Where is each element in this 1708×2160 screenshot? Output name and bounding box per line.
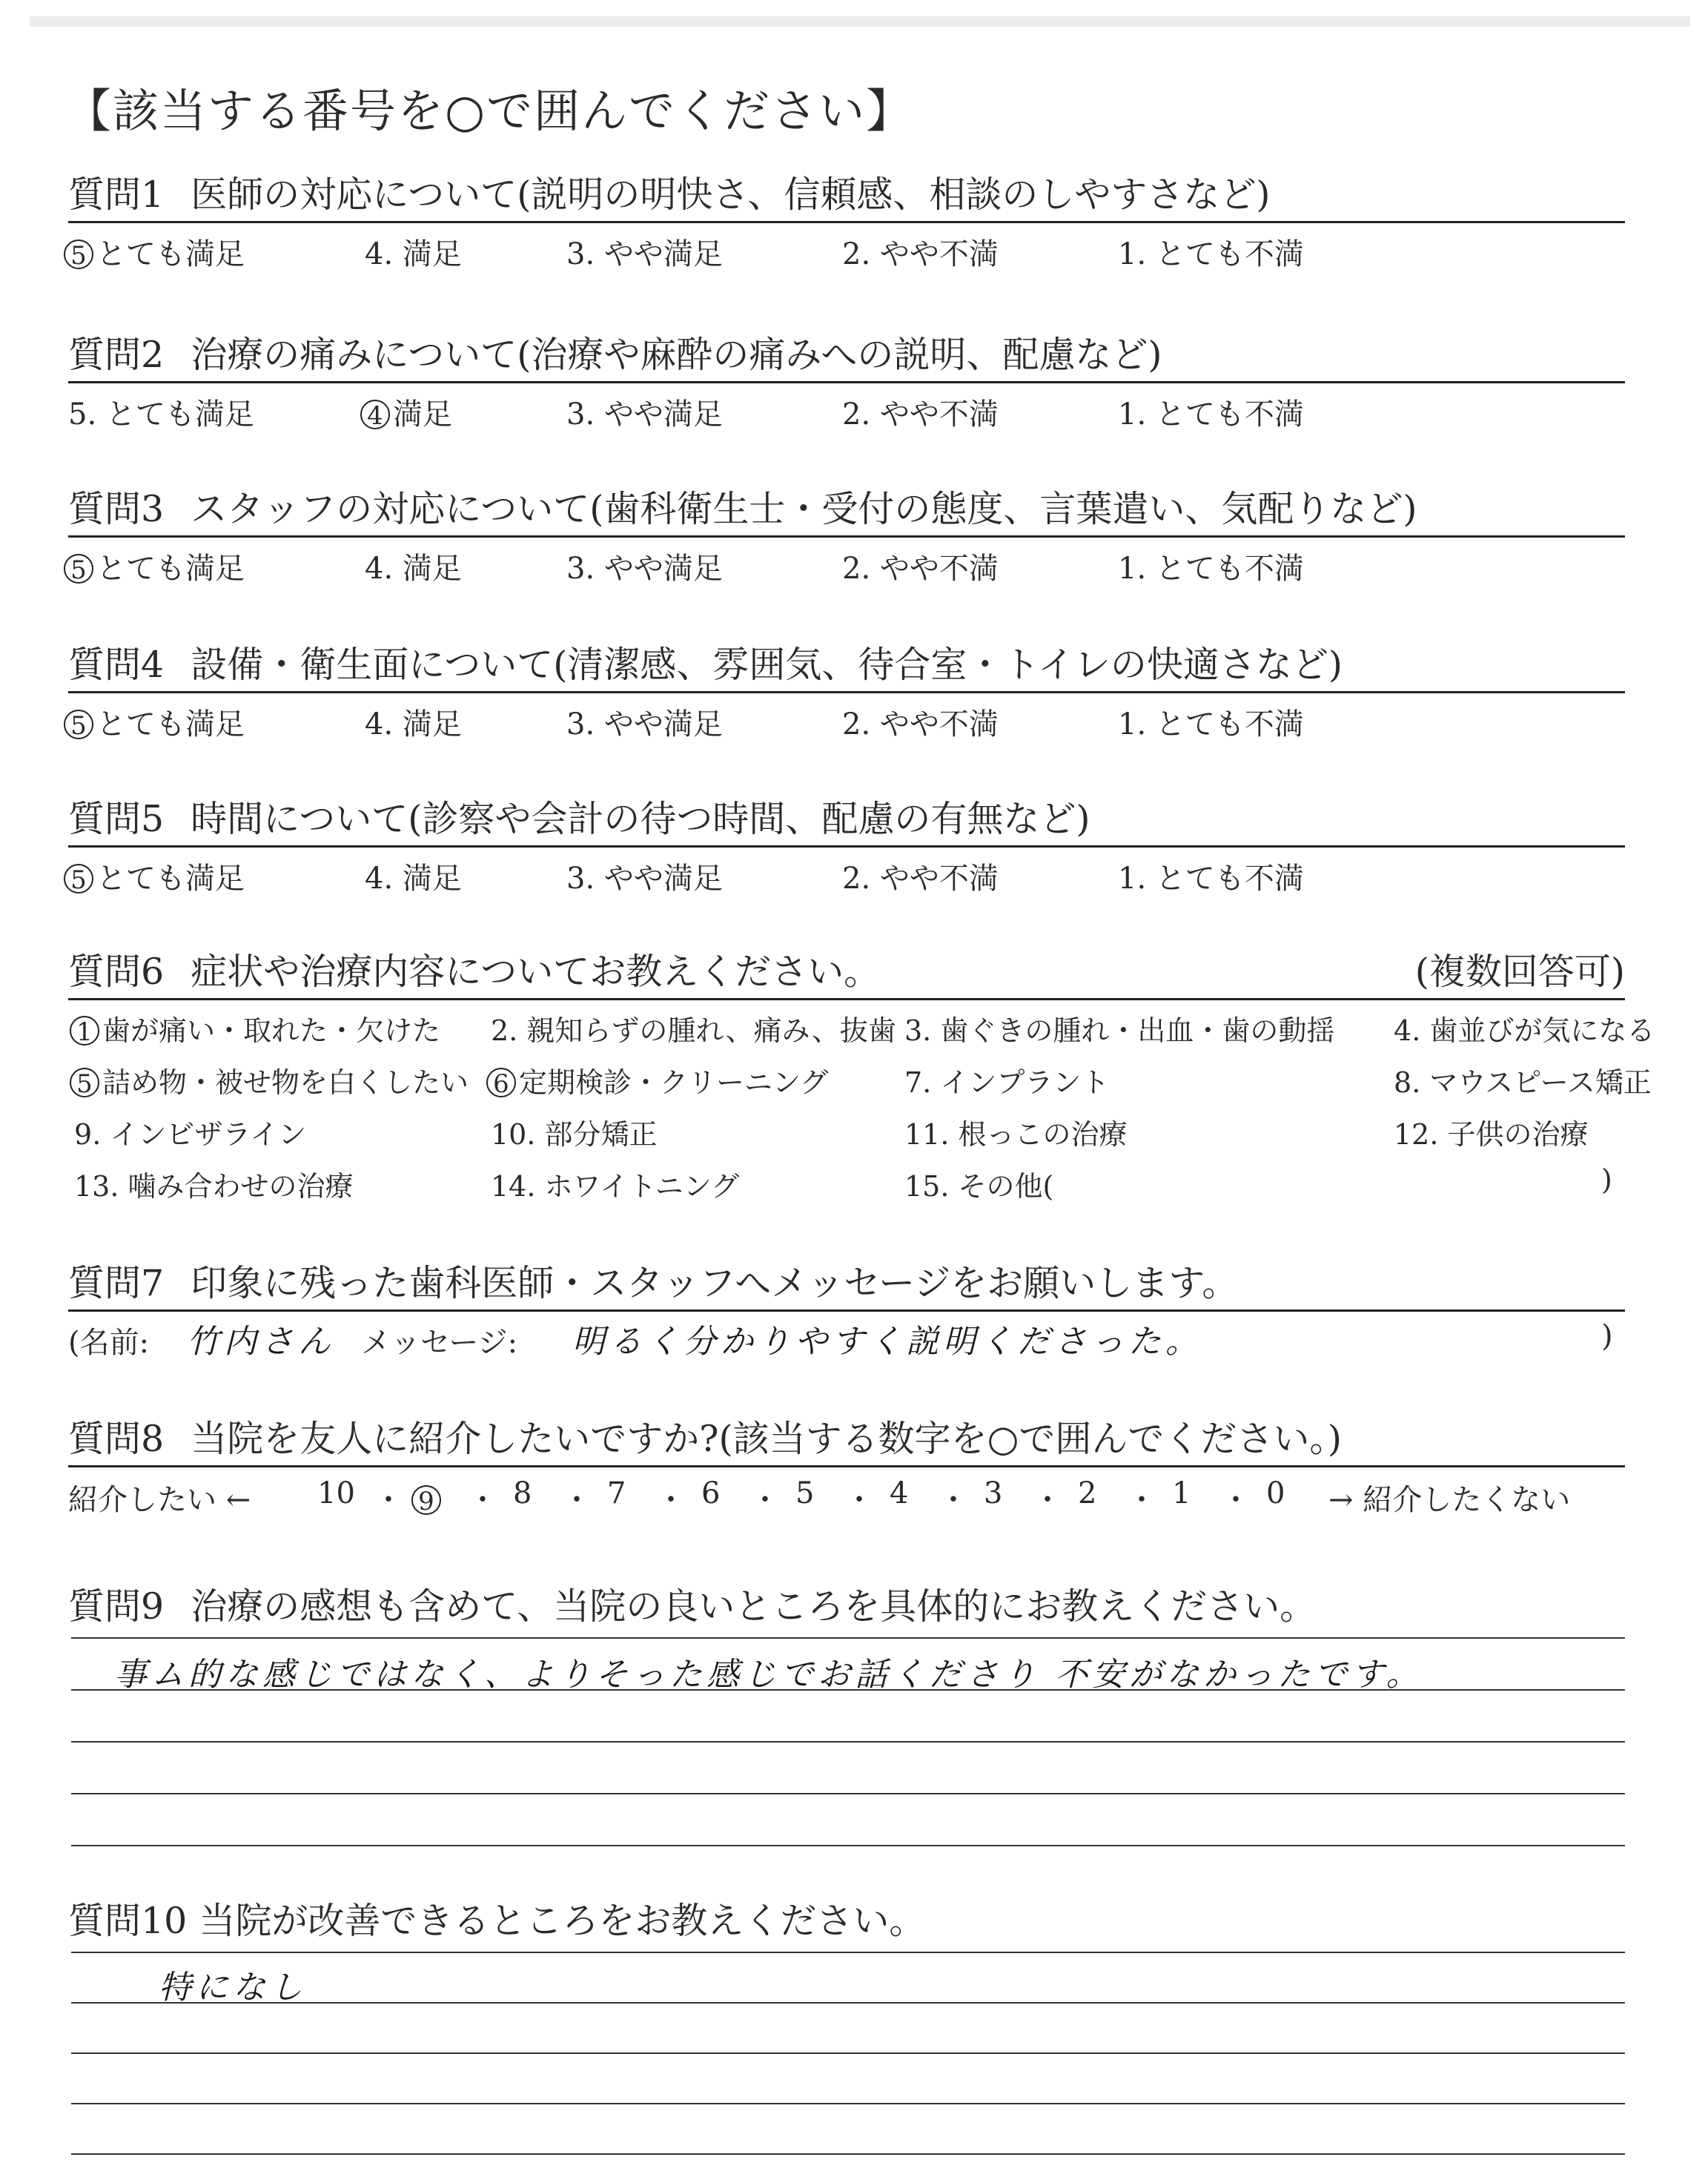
scan-top-edge xyxy=(30,16,1690,27)
rating-option-1[interactable]: 1. とても不満 xyxy=(1118,237,1304,271)
rating-options xyxy=(68,538,1625,584)
rating-option-1[interactable]: 1. とても不満 xyxy=(1118,397,1304,432)
symptom-option-2[interactable]: 2. 親知らずの腫れ、痛み、抜歯 xyxy=(491,1014,896,1047)
rating-option-4[interactable]: 4. 満足 xyxy=(365,707,462,742)
option-label: インビザライン xyxy=(110,1118,307,1151)
option-label: 歯並びが気になる xyxy=(1429,1014,1655,1047)
option-label: 根っこの治療 xyxy=(958,1118,1128,1151)
symptom-option-12[interactable]: 12. 子供の治療 xyxy=(1394,1118,1589,1151)
scale-value-3[interactable]: 3 xyxy=(984,1476,1003,1510)
rating-option-5[interactable]: 5. とても満足 xyxy=(68,397,254,432)
message-handwritten[interactable]: 明るく分かりやすく説明くださった。 xyxy=(572,1323,1202,1361)
rating-options xyxy=(68,693,1625,742)
question-number: 質問1 xyxy=(68,174,165,216)
scale-value-5[interactable]: 5 xyxy=(795,1476,815,1510)
question-text: 治療の痛みについて(治療や麻酔の痛みへの説明、配慮など) xyxy=(191,334,1162,376)
option-number: 4 xyxy=(1394,1014,1412,1047)
question-number: 質問3 xyxy=(68,488,165,530)
close-paren: ) xyxy=(1601,1319,1613,1353)
rating-option-2[interactable]: 2. やや不満 xyxy=(842,237,999,271)
symptom-option-8[interactable]: 8. マウスピース矯正 xyxy=(1394,1066,1652,1099)
question-text: 医師の対応について(説明の明快さ、信頼感、相談のしやすさなど) xyxy=(191,174,1271,216)
option-label: 部分矯正 xyxy=(544,1118,658,1151)
selected-circle: 4 xyxy=(360,400,390,429)
rating-option-5[interactable] xyxy=(68,855,245,897)
option-label: インプラント xyxy=(940,1066,1110,1099)
rating-option-4[interactable]: 4. 満足 xyxy=(365,862,462,896)
message-row xyxy=(68,1312,1625,1364)
scale-value-6[interactable]: 6 xyxy=(701,1476,721,1510)
rating-options xyxy=(68,848,1625,894)
rating-option-label: とても満足 xyxy=(96,707,245,742)
symptom-option-9[interactable]: 9. インビザライン xyxy=(74,1118,307,1151)
scale-separator: ・ xyxy=(844,1483,874,1517)
question-title xyxy=(68,1261,1625,1307)
other-close-paren: ) xyxy=(1601,1163,1612,1196)
option-number: 2 xyxy=(491,1014,509,1047)
scale-value-8[interactable]: 8 xyxy=(513,1476,532,1510)
answer-line xyxy=(71,1741,1625,1743)
scale-left-label: 紹介したい ← xyxy=(68,1483,251,1517)
question-10 xyxy=(68,1898,1625,2007)
selected-circle: 5 xyxy=(70,1068,99,1097)
option-number: 3 xyxy=(904,1014,923,1047)
selected-circle: 5 xyxy=(64,710,93,739)
question-text: 設備・衛生面について(清潔感、雰囲気、待合室・トイレの快適さなど) xyxy=(191,644,1343,686)
answer-line xyxy=(71,2153,1625,2155)
question-number: 質問8 xyxy=(68,1418,165,1460)
option-number: 15 xyxy=(904,1170,941,1203)
rating-option-label: 満足 xyxy=(393,397,452,432)
answer-line xyxy=(71,1689,1625,1691)
rating-option-1[interactable]: 1. とても不満 xyxy=(1118,862,1304,896)
symptom-option-3[interactable]: 3. 歯ぐきの腫れ・出血・歯の動揺 xyxy=(904,1014,1335,1047)
rating-option-2[interactable]: 2. やや不満 xyxy=(842,707,999,742)
rating-options xyxy=(68,383,1625,432)
question-text: 時間について(診察や会計の待つ時間、配慮の有無など) xyxy=(191,798,1090,840)
answer-line xyxy=(71,1845,1625,1846)
question-8 xyxy=(68,1416,1625,1517)
symptom-options xyxy=(68,1000,1655,1215)
question-text: 治療の感想も含めて、当院の良いところを具体的にお教えください。 xyxy=(191,1585,1317,1628)
name-label: (名前: xyxy=(68,1326,150,1360)
scale-separator: ・ xyxy=(1127,1483,1156,1517)
scale-separator: ・ xyxy=(750,1483,780,1517)
rating-option-4[interactable]: 4. 満足 xyxy=(365,237,462,271)
rating-option-5[interactable] xyxy=(68,231,245,273)
scale-value-1[interactable]: 1 xyxy=(1172,1476,1191,1510)
symptom-option-5[interactable] xyxy=(74,1060,469,1100)
question-number: 質問7 xyxy=(68,1262,165,1304)
scale-separator: ・ xyxy=(468,1483,497,1517)
scale-separator: ・ xyxy=(1221,1483,1251,1517)
rating-option-3[interactable]: 3. やや満足 xyxy=(566,862,723,896)
scale-separator: ・ xyxy=(562,1483,592,1517)
question-4 xyxy=(68,642,1625,742)
rating-option-4[interactable] xyxy=(365,391,452,433)
rating-option-label: とても満足 xyxy=(96,862,245,896)
question-text: 当院を友人に紹介したいですか?(該当する数字を○で囲んでください。) xyxy=(191,1418,1342,1460)
selected-circle: 5 xyxy=(64,864,93,894)
option-label: 詰め物・被せ物を白くしたい xyxy=(102,1066,469,1099)
scale-value-4[interactable]: 4 xyxy=(890,1476,909,1510)
symptom-option-6[interactable] xyxy=(491,1060,828,1100)
answer-line xyxy=(71,2103,1625,2104)
scale-separator: ・ xyxy=(656,1483,686,1517)
question-1 xyxy=(68,172,1625,269)
rating-option-1[interactable]: 1. とても不満 xyxy=(1118,707,1304,742)
question-title xyxy=(68,796,1625,842)
question-title xyxy=(68,172,1625,218)
option-label: 歯が痛い・取れた・欠けた xyxy=(102,1014,441,1047)
scale-value-0[interactable]: 0 xyxy=(1266,1476,1285,1510)
option-label: 定期検診・クリーニング xyxy=(519,1066,829,1099)
option-label: 歯ぐきの腫れ・出血・歯の動揺 xyxy=(940,1014,1335,1047)
symptom-option-11[interactable]: 11. 根っこの治療 xyxy=(904,1118,1128,1151)
scale-value-2[interactable]: 2 xyxy=(1078,1476,1097,1510)
question-text: 当院が改善できるところをお教えください。 xyxy=(199,1900,926,1942)
question-9 xyxy=(68,1584,1625,1694)
option-label: 親知らずの腫れ、痛み、抜歯 xyxy=(526,1014,896,1047)
scale-separator: ・ xyxy=(939,1483,968,1517)
answer-line xyxy=(71,1952,1625,1953)
name-handwritten[interactable]: 竹内さん xyxy=(187,1323,335,1361)
rating-option-3[interactable]: 3. やや満足 xyxy=(566,237,723,271)
symptom-option-1[interactable] xyxy=(74,1008,440,1048)
symptom-option-13[interactable]: 13. 噛み合わせの治療 xyxy=(74,1170,354,1203)
question-text: 印象に残った歯科医師・スタッフへメッセージをお願いします。 xyxy=(191,1262,1239,1304)
option-number: 9 xyxy=(74,1118,93,1151)
scale-separator: ・ xyxy=(1033,1483,1062,1517)
symptom-option-14[interactable]: 14. ホワイトニング xyxy=(491,1170,740,1203)
symptom-option-15[interactable]: 15. その他( xyxy=(904,1170,1054,1203)
question-number: 質問4 xyxy=(68,644,165,686)
option-number: 10 xyxy=(491,1118,527,1151)
scale-right-label: → 紹介したくない xyxy=(1328,1483,1571,1517)
option-label: 噛み合わせの治療 xyxy=(128,1170,354,1203)
page-heading: 【該当する番号を○で囲んでください】 xyxy=(65,84,914,138)
symptom-option-7[interactable]: 7. インプラント xyxy=(904,1066,1110,1099)
question-title xyxy=(68,1584,1625,1630)
option-label: マウスピース矯正 xyxy=(1429,1066,1652,1099)
question-number: 質問6 xyxy=(68,951,165,993)
question-title xyxy=(68,486,1625,532)
option-number: 8 xyxy=(1394,1066,1412,1099)
multiple-answers-note: (複数回答可) xyxy=(1414,951,1625,993)
question-title xyxy=(68,1898,1625,1944)
question-7 xyxy=(68,1261,1625,1364)
selected-circle: 9 xyxy=(411,1485,441,1515)
question-2 xyxy=(68,332,1625,432)
recommend-scale xyxy=(68,1467,1625,1517)
question-text: 症状や治療内容についてお教えください。 xyxy=(191,951,881,993)
scale-value-7[interactable]: 7 xyxy=(607,1476,626,1510)
option-label: その他( xyxy=(958,1170,1054,1203)
question-title xyxy=(68,949,1625,995)
question-number: 質問9 xyxy=(68,1585,165,1628)
question-6 xyxy=(68,949,1655,1215)
rating-option-5[interactable] xyxy=(68,545,245,587)
scale-separator: ・ xyxy=(374,1483,403,1517)
question-number: 質問5 xyxy=(68,798,165,840)
message-label: メッセージ: xyxy=(361,1326,518,1360)
rating-option-2[interactable]: 2. やや不満 xyxy=(842,862,999,896)
question-text: スタッフの対応について(歯科衛生士・受付の態度、言葉遣い、気配りなど) xyxy=(191,488,1417,530)
symptom-option-4[interactable]: 4. 歯並びが気になる xyxy=(1394,1014,1655,1047)
selected-circle: 5 xyxy=(64,240,93,269)
rating-option-label: とても満足 xyxy=(96,237,245,271)
answer-line xyxy=(71,1793,1625,1794)
selected-circle: 5 xyxy=(64,554,93,584)
option-number: 11 xyxy=(904,1118,941,1151)
rating-option-4[interactable]: 4. 満足 xyxy=(365,552,462,586)
symptom-option-10[interactable]: 10. 部分矯正 xyxy=(491,1118,658,1151)
option-label: 子供の治療 xyxy=(1447,1118,1589,1151)
selected-circle: 6 xyxy=(486,1068,516,1097)
answer-line xyxy=(71,2052,1625,2054)
option-number: 14 xyxy=(491,1170,527,1203)
scale-value-10[interactable]: 10 xyxy=(317,1476,355,1510)
answer-line xyxy=(71,2002,1625,2004)
question-3 xyxy=(68,486,1625,584)
rating-options xyxy=(68,223,1625,269)
improvement-handwritten[interactable]: 特になし xyxy=(159,1969,307,2007)
rating-option-3[interactable]: 3. やや満足 xyxy=(566,552,723,586)
option-number: 7 xyxy=(904,1066,923,1099)
rating-option-3[interactable]: 3. やや満足 xyxy=(566,397,723,432)
question-title xyxy=(68,642,1625,688)
question-number: 質問10 xyxy=(68,1900,188,1942)
rating-option-1[interactable]: 1. とても不満 xyxy=(1118,552,1304,586)
option-number: 12 xyxy=(1394,1118,1430,1151)
answer-line xyxy=(71,1637,1625,1639)
question-number: 質問2 xyxy=(68,334,165,376)
question-title xyxy=(68,1416,1625,1462)
option-label: ホワイトニング xyxy=(544,1170,740,1203)
rating-option-5[interactable] xyxy=(68,701,245,743)
question-title xyxy=(68,332,1625,378)
rating-option-2[interactable]: 2. やや不満 xyxy=(842,397,999,432)
good-points-handwritten[interactable]: 事ム的な感じではなく、よりそった感じでお話くださり 不安がなかったです。 xyxy=(114,1656,1423,1694)
rating-option-3[interactable]: 3. やや満足 xyxy=(566,707,723,742)
rating-option-label: とても満足 xyxy=(96,552,245,586)
question-5 xyxy=(68,796,1625,894)
selected-circle: 1 xyxy=(70,1016,99,1046)
option-number: 13 xyxy=(74,1170,110,1203)
rating-option-2[interactable]: 2. やや不満 xyxy=(842,552,999,586)
